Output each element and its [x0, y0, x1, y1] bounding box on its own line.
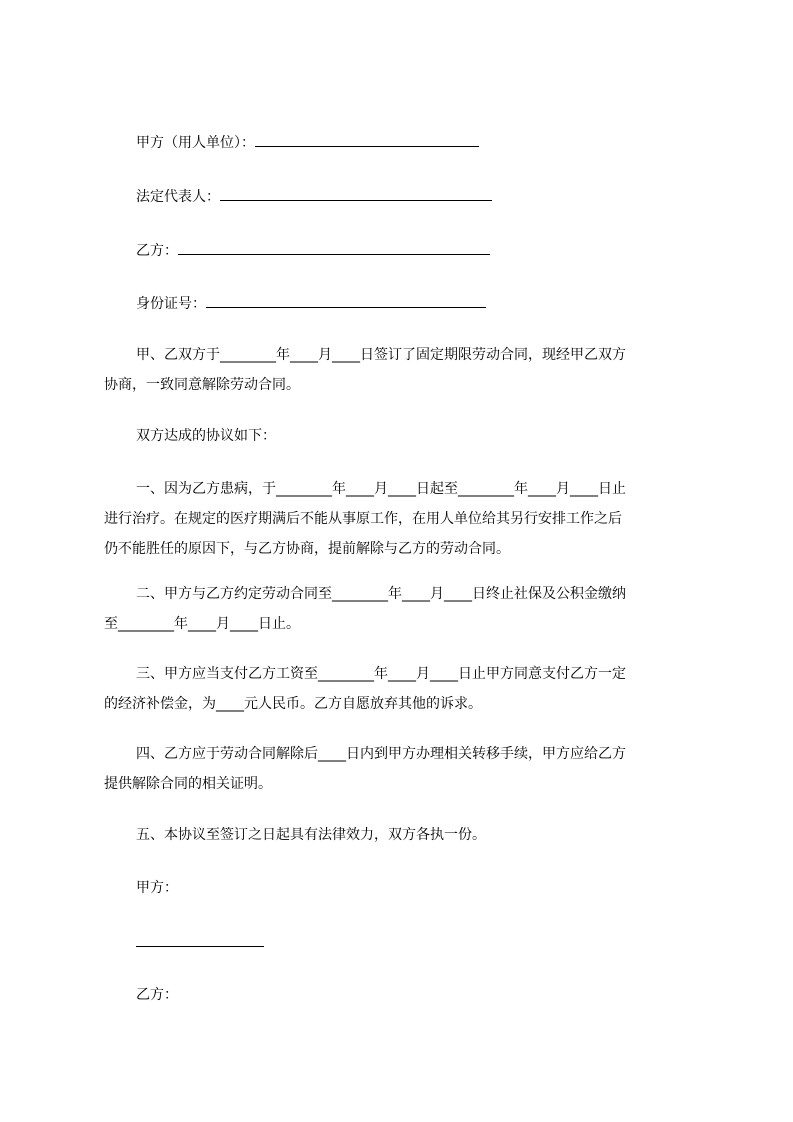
intro-paragraph [104, 346, 736, 406]
clause-3 [104, 665, 736, 725]
signature-party-a-blank[interactable] [136, 932, 264, 952]
legal-rep-blank[interactable] [220, 186, 492, 201]
party-a-signature-line[interactable] [136, 932, 264, 947]
id-number-field [136, 293, 486, 313]
clause-1-line-3: 仍不能胜任的原因下，与乙方协商，提前解除与乙方的劳动合同。 [104, 541, 510, 557]
clause-1-line-2: 进行治疗。在规定的医疗期满后不能从事原工作，在用人单位给其另行安排工作之后 [104, 511, 622, 527]
clause-3-line-1: 三、甲方应当支付乙方工资至________年____月____日止甲方同意支付乙方一定 [136, 666, 626, 682]
id-number-blank[interactable] [206, 293, 486, 308]
signature-party-b-label: 乙方： [136, 987, 178, 1003]
clause-1 [104, 480, 736, 570]
clause-4-line-1: 四、乙方应于劳动合同解除后____日内到甲方办理相关转移手续，甲方应给乙方 [136, 746, 626, 762]
intro-line-1: 甲、乙双方于________年____月____日签订了固定期限劳动合同，现经甲乙双方 [136, 347, 626, 363]
clause-1-line-1: 一、因为乙方患病，于________年____月____日起至________年____月____日止 [136, 481, 626, 497]
party-b-blank[interactable] [178, 240, 490, 255]
party-a-field [136, 132, 479, 152]
legal-rep-label: 法定代表人： [136, 189, 220, 205]
signature-party-a-label: 甲方： [136, 880, 178, 896]
party-b-field [136, 240, 490, 260]
clause-2 [104, 585, 736, 645]
id-number-label: 身份证号： [136, 296, 206, 312]
clause-4 [104, 745, 736, 805]
intro-line-2: 协商，一致同意解除劳动合同。 [104, 377, 300, 393]
party-b-label: 乙方： [136, 243, 178, 259]
party-a-blank[interactable] [255, 132, 479, 147]
party-a-label: 甲方（用人单位）： [136, 135, 255, 151]
legal-rep-field [136, 186, 492, 206]
clause-3-line-2: 的经济补偿金，为____元人民币。乙方自愿放弃其他的诉求。 [104, 696, 482, 712]
clause-2-line-1: 二、甲方与乙方约定劳动合同至________年____月____日终止社保及公积金缴纳 [136, 586, 626, 602]
clause-4-line-2: 提供解除合同的相关证明。 [104, 776, 272, 792]
agreement-heading: 双方达成的协议如下： [136, 428, 276, 444]
clause-2-line-2: 至________年____月____日止。 [104, 616, 300, 632]
clause-5: 五、本协议至签订之日起具有法律效力，双方各执一份。 [136, 827, 486, 843]
